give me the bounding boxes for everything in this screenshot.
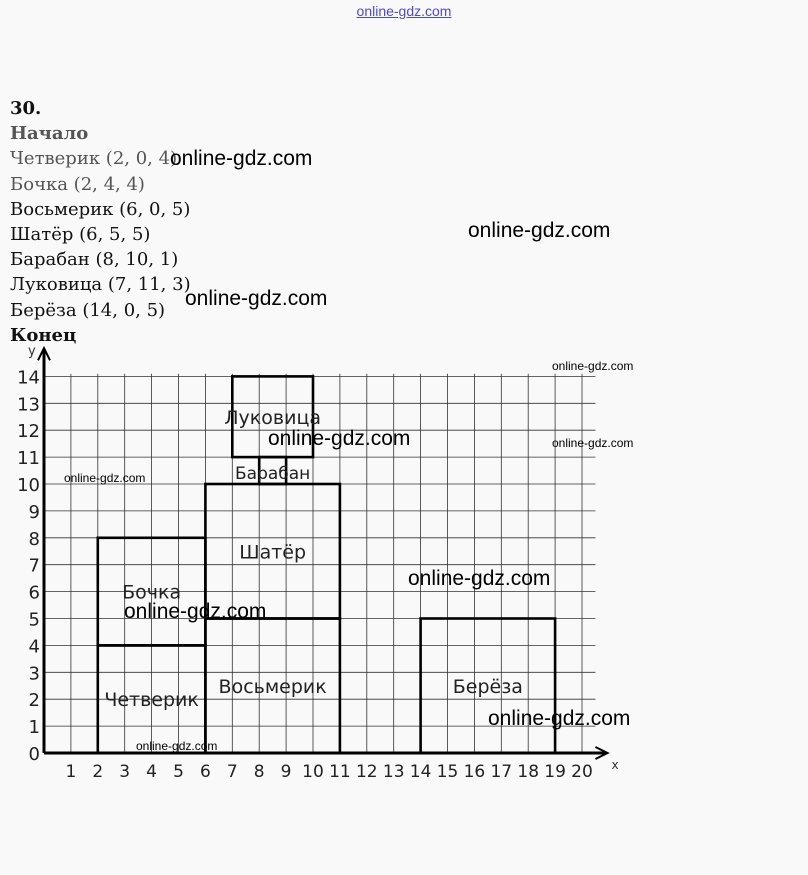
watermark: online-gdz.com [408, 567, 551, 590]
watermark: online-gdz.com [185, 287, 328, 310]
y-tick-label: 11 [17, 448, 40, 470]
watermark: online-gdz.com [488, 707, 631, 730]
x-tick-label: 18 [517, 762, 540, 780]
problem-line: Луковица (7, 11, 3) [10, 274, 191, 296]
x-tick-label: 17 [490, 762, 513, 780]
end-label: Конец [10, 324, 77, 346]
shape-label: Четверик [104, 689, 199, 712]
x-tick-label: 2 [92, 762, 104, 780]
y-tick-label: 14 [17, 367, 40, 389]
shape-label: Луковица [224, 406, 322, 429]
watermark: online-gdz.com [468, 219, 611, 242]
shape-label: Восьмерик [218, 675, 327, 698]
problem-line: Берёза (14, 0, 5) [10, 299, 166, 321]
shape-label: Берёза [452, 675, 523, 698]
x-tick-label: 14 [409, 762, 432, 780]
y-tick-label: 10 [17, 475, 40, 496]
start-label: Начало [10, 123, 89, 145]
y-tick-label: 9 [28, 501, 40, 523]
x-tick-label: 8 [253, 762, 265, 780]
y-tick-label: 0 [28, 744, 40, 765]
x-tick-label: 5 [173, 762, 184, 780]
watermark: online-gdz.com [552, 359, 634, 373]
shape-label: Барабан [234, 464, 311, 484]
y-tick-label: 8 [28, 528, 40, 550]
x-tick-label: 6 [199, 762, 211, 780]
y-tick-label: 12 [17, 421, 40, 443]
x-tick-label: 3 [119, 762, 131, 780]
watermark: online-gdz.com [268, 427, 411, 450]
problem-text [10, 96, 191, 348]
y-axis-label: y [28, 343, 36, 359]
x-tick-label: 9 [280, 762, 292, 780]
x-tick-label: 16 [463, 762, 486, 780]
x-tick-label: 19 [544, 762, 566, 780]
x-axis-label: x [611, 758, 619, 772]
y-tick-label: 4 [28, 636, 40, 658]
y-tick-label: 6 [28, 582, 40, 604]
coordinate-grid-chart [0, 340, 808, 780]
problem-line: Четверик (2, 0, 4) [10, 148, 178, 170]
shape-label: Бочка [122, 581, 182, 604]
y-tick-label: 2 [28, 690, 40, 712]
x-tick-label: 1 [65, 762, 77, 780]
shape-label: Шатёр [239, 541, 307, 564]
watermark: online-gdz.com [64, 471, 146, 485]
problem-line: Шатёр (6, 5, 5) [10, 224, 151, 246]
x-tick-label: 10 [302, 762, 324, 780]
problem-number: 30. [10, 98, 42, 119]
watermark: online-gdz.com [124, 600, 267, 623]
watermark: online-gdz.com [552, 436, 634, 450]
x-tick-label: 15 [436, 762, 459, 780]
x-tick-label: 12 [355, 762, 378, 780]
x-tick-label: 11 [329, 762, 351, 780]
site-header-link[interactable]: online-gdz.com [356, 3, 452, 19]
y-tick-label: 3 [28, 663, 40, 685]
x-tick-label: 20 [571, 762, 593, 780]
y-tick-label: 5 [28, 609, 40, 631]
watermark: online-gdz.com [170, 147, 313, 170]
x-tick-label: 13 [382, 762, 405, 780]
problem-line: Бочка (2, 4, 4) [10, 173, 145, 195]
x-tick-label: 4 [146, 762, 158, 780]
y-tick-label: 7 [28, 555, 40, 577]
y-tick-label: 1 [28, 717, 40, 739]
problem-line: Восьмерик (6, 0, 5) [10, 198, 191, 220]
problem-line: Барабан (8, 10, 1) [10, 249, 179, 271]
y-tick-label: 13 [17, 394, 40, 416]
watermark: online-gdz.com [136, 739, 218, 753]
x-tick-label: 7 [226, 762, 238, 780]
